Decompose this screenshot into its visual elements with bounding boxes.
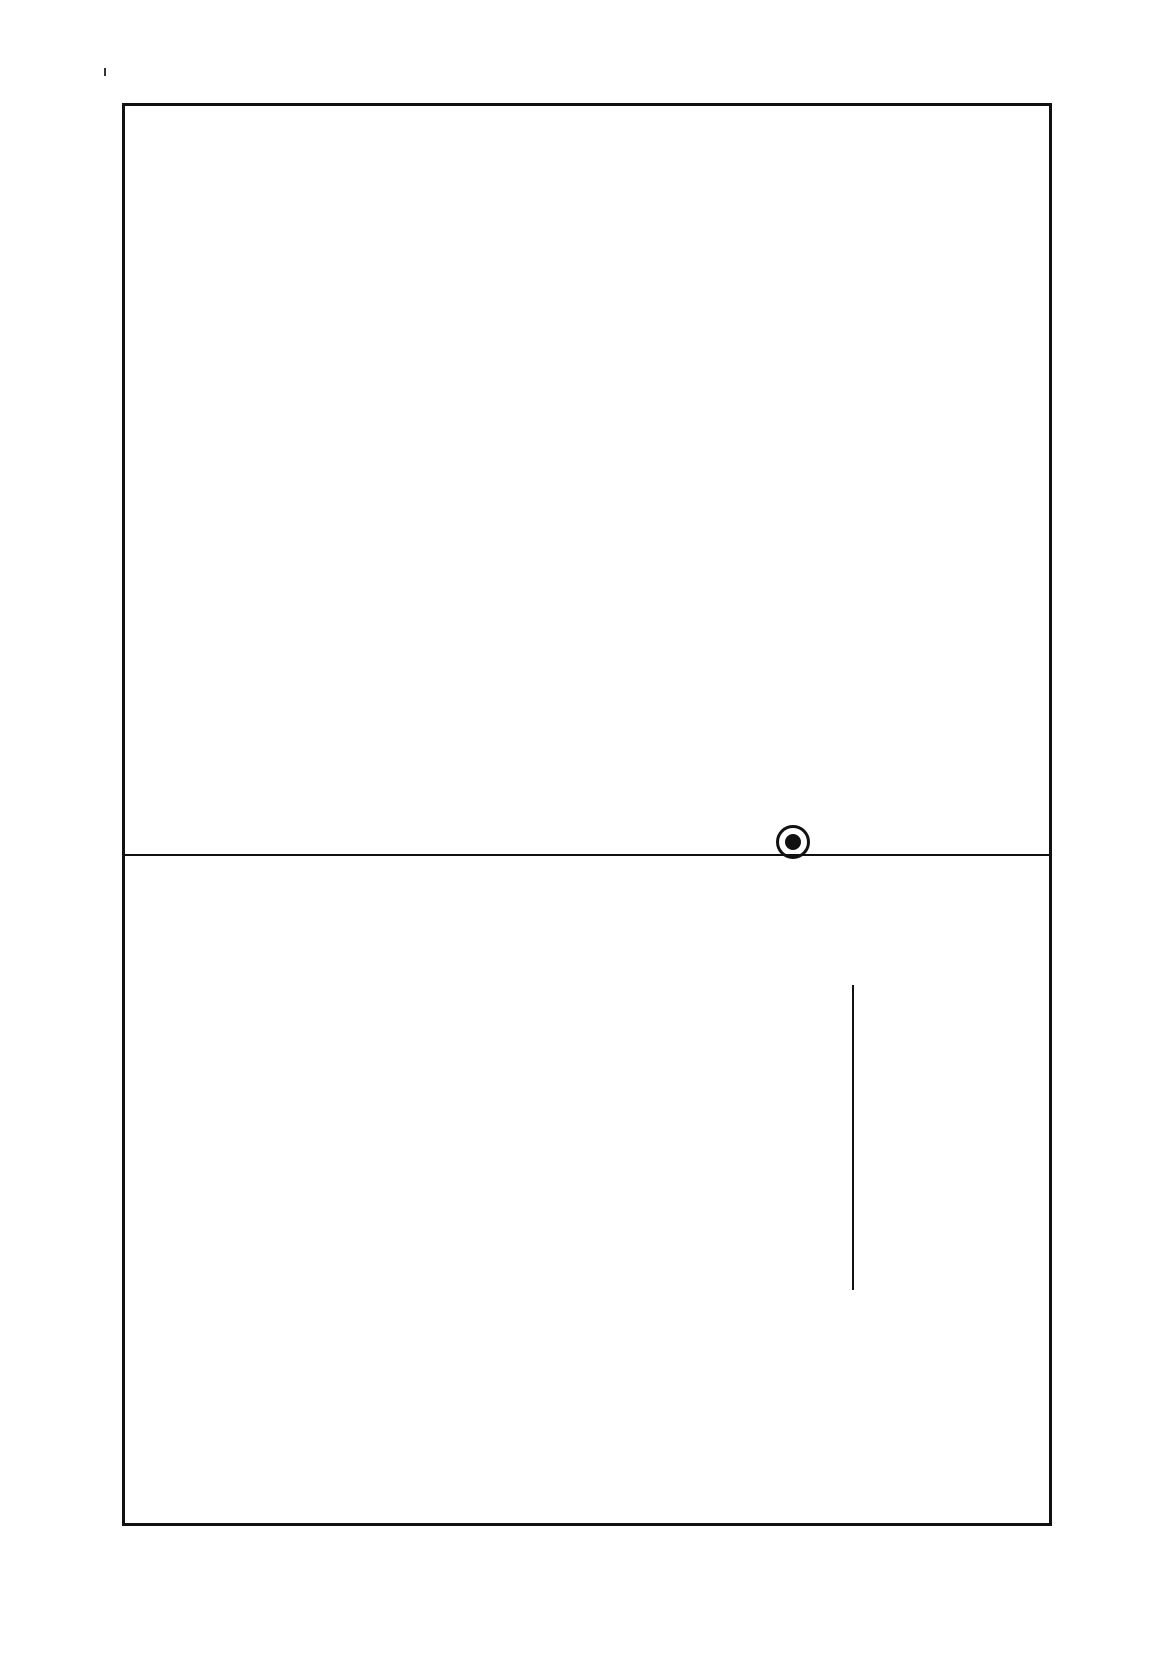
- section-heading: [770, 825, 816, 869]
- page-speck: [104, 68, 106, 76]
- section-body: [520, 812, 764, 1492]
- section-bullet-icon: [776, 825, 810, 859]
- wavy-separator: [852, 985, 854, 1290]
